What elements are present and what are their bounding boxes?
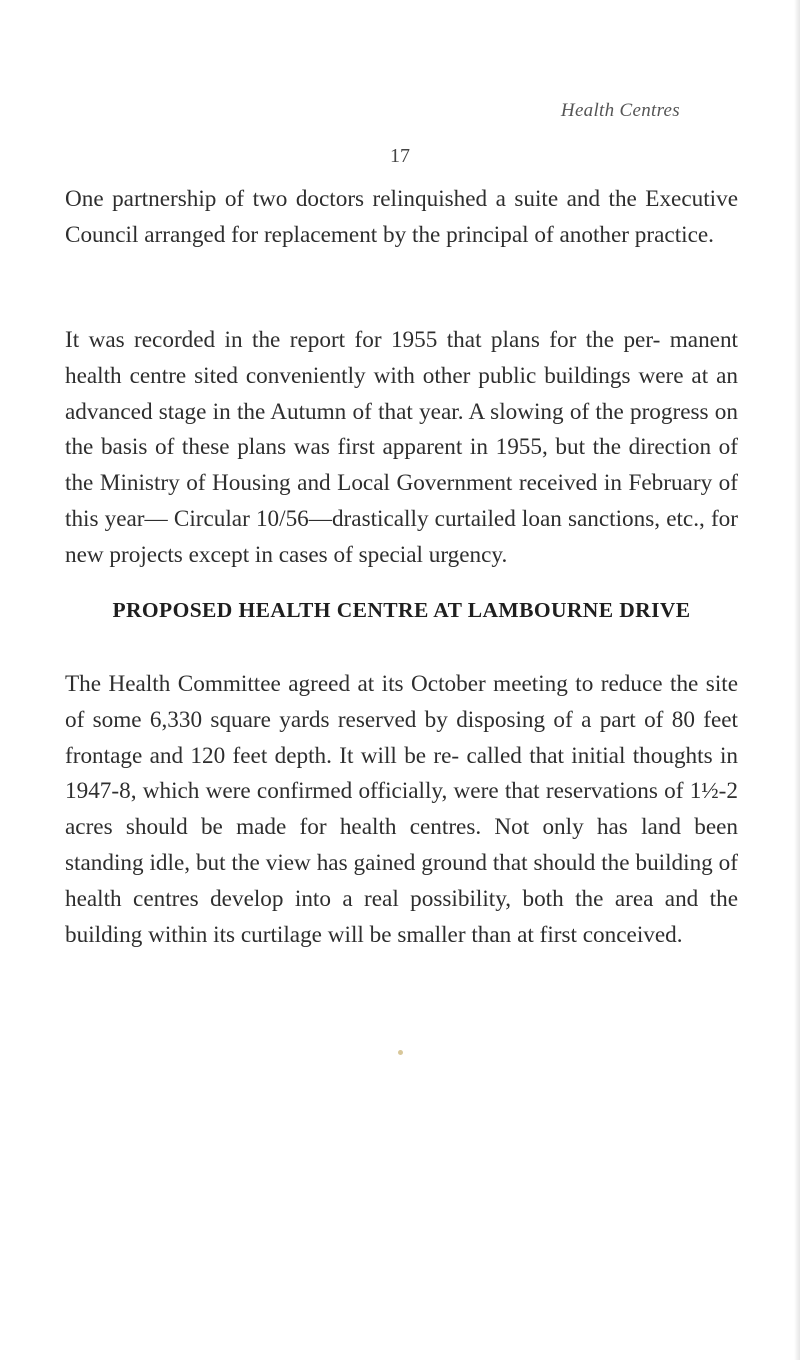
paper-speck: [398, 1050, 403, 1055]
page-edge-shadow: [794, 0, 800, 1360]
paragraph-health-committee: The Health Committee agreed at its October meeting to reduce the site of some 6,330 square yards reserved by disposing of a part of 80 feet frontage and 120 feet depth. It will be re- called that initial thoughts in 1947-8, which were confirmed officially, were that reservations of 1½-2 acres should be made for health centres. Not only has land been standing idle, but the view has gained ground that should the building of health centres develop into a real possibility, both the area and the building within its curtilage will be smaller than at first conceived.: [65, 671, 738, 948]
running-title: Health Centres: [560, 100, 680, 121]
section-heading: PROPOSED HEALTH CENTRE AT LAMBOURNE DRIVE: [112, 598, 691, 622]
paragraph-partnership: One partnership of two doctors relinquished a suite and the Executive Council arranged for replacement by the principal of another practice.: [65, 186, 738, 248]
paragraph-1955-report: It was recorded in the report for 1955 that plans for the per- manent health centre sited conveniently with other public buildings were at an advanced stage in the Autumn of that year. A slowing of the progress on the basis of these plans was first apparent in 1955, but the direction of the Ministry of Housing and Local Government received in February of this year— Circular 10/56—drastically curtailed loan sanctions, etc., for new projects except in cases of special urgency.: [65, 327, 738, 568]
page-number: 17: [390, 145, 410, 167]
